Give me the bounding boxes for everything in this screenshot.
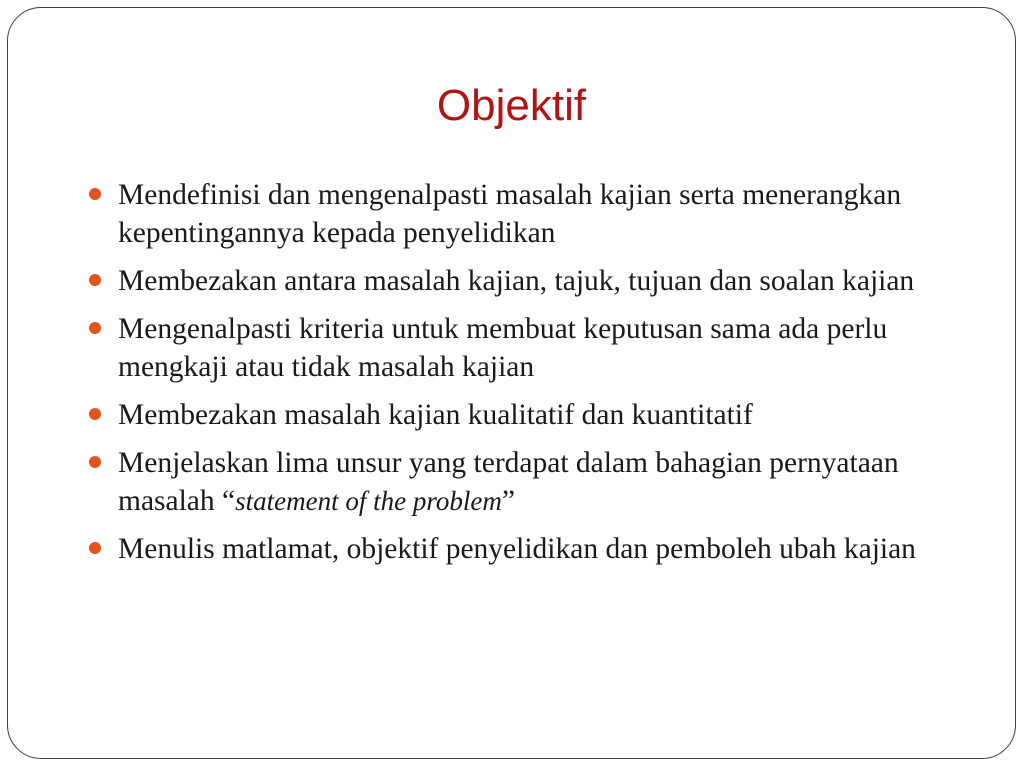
bullet-item	[88, 262, 988, 300]
bullet-text: Membezakan masalah kajian kualitatif dan kuantitatif	[118, 399, 753, 431]
bullet-text-before: Menjelaskan lima unsur yang terdapat dalam bahagian pernyataan masalah “	[118, 447, 899, 517]
slide-frame	[7, 7, 1016, 759]
bullet-dot-icon	[89, 542, 101, 554]
bullet-text-emphasis: statement of the problem	[235, 486, 502, 516]
bullet-text: Menulis matlamat, objektif penyelidikan dan pemboleh ubah kajian	[118, 533, 916, 565]
bullet-item	[88, 310, 988, 386]
bullet-item	[88, 444, 988, 520]
bullet-text-after: ”	[501, 485, 515, 517]
bullet-dot-icon	[89, 408, 101, 420]
bullet-text: Mendefinisi dan mengenalpasti masalah kajian serta menerangkan kepentingannya kepada penyelidikan	[118, 179, 902, 249]
bullet-item	[88, 396, 988, 434]
bullet-item	[88, 530, 988, 568]
bullet-dot-icon	[89, 274, 101, 286]
bullet-dot-icon	[89, 322, 101, 334]
bullet-dot-icon	[89, 188, 101, 200]
bullet-dot-icon	[89, 456, 101, 468]
slide-title: Objektif	[436, 81, 587, 130]
bullet-text: Mengenalpasti kriteria untuk membuat keputusan sama ada perlu mengkaji atau tidak masalah kajian	[118, 313, 888, 383]
bullet-item	[88, 176, 988, 252]
bullet-list	[88, 176, 988, 578]
bullet-text: Membezakan antara masalah kajian, tajuk, tujuan dan soalan kajian	[118, 265, 915, 297]
